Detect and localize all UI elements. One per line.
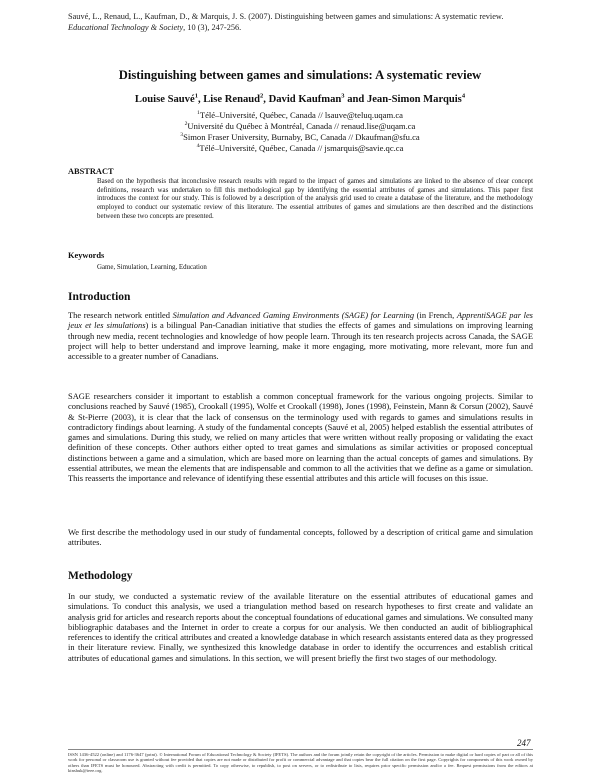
affiliation-sup: 1 xyxy=(197,110,200,117)
affiliation-text: Télé–Université, Québec, Canada // jsmarquis@savie.qc.ca xyxy=(199,143,404,153)
citation-authors: Sauvé, L., Renaud, L., Kaufman, D., & Marquis, J. S. (2007). Distinguishing between games and simulations: A systematic review. xyxy=(68,12,504,21)
intro-p1-text-a: The research network entitled xyxy=(68,310,173,320)
intro-p1-text-c: ) is a bilingual Pan-Canadian initiative that studies the effects of games and simulations on improving learning through new media, recent technologies and knowledge of how people learn. Through its ten research projects across Canada, the SAGE project will help to better understand and improve learning, make it more engaging, more motivating, more relevant, more fun and accessible to a greater number of Canadians. xyxy=(68,320,533,361)
intro-p1-text-b: (in French, xyxy=(414,310,457,320)
affiliation-text: Télé–Université, Québec, Canada // lsauve@teluq.uqam.ca xyxy=(199,110,403,120)
methodology-heading: Methodology xyxy=(68,570,133,582)
citation-journal: Educational Technology & Society xyxy=(68,23,184,32)
keywords-text: Game, Simulation, Learning, Education xyxy=(97,264,207,271)
copyright-footer: ISSN 1436-4522 (online) and 1176-3647 (print). © International Forum of Educational Technology & Society (IFETS). The authors and the forum jointly retain the copyright of the articles. Permission to make digital or hard copies of part or all of this work for personal or classroom use is granted without fee provided that copies are not made or distributed for profit or commercial advantage and that copies bear the full citation on the first page. Copyrights for components of this work owned by others than IFETS must be honoured. Abstracting with credit is permitted. To copy otherwise, to republish, to post on servers, or to redistribute to lists, requires prior specific permission and/or a fee. Request permissions from the editors at kinshuk@ieee.org. xyxy=(68,752,533,774)
citation-header xyxy=(68,11,538,33)
affiliation-text: Université du Québec à Montréal, Canada // renaud.lise@uqam.ca xyxy=(187,121,416,131)
affiliation-sup: 3 xyxy=(180,132,184,139)
author-sup: 1 xyxy=(194,92,198,100)
author-sup: 2 xyxy=(260,92,264,100)
introduction-paragraph-3: We first describe the methodology used in our study of fundamental concepts, followed by a description of critical game and simulation attributes. xyxy=(68,527,533,548)
author-name: David Kaufman xyxy=(268,94,342,105)
abstract-heading: ABSTRACT xyxy=(68,167,114,176)
abstract-text: Based on the hypothesis that inconclusive research results with regard to the impact of games and simulations are linked to the absence of clear concept definitions, research was undertaken to fill this methodological gap by identifying the essential attributes of games and simulations. This paper first introduces the context for our study. This is followed by a description of the analysis grid used to create a database of the literature, and the methodology employed to conduct our systematic review of this literature. The essential attributes of games and simulations are then described and the distinctions between these two concepts are presented. xyxy=(97,178,533,220)
author-name: Lise Renaud xyxy=(203,94,261,105)
author-separator: and xyxy=(344,94,367,105)
author-name: Jean-Simon Marquis xyxy=(366,94,462,105)
introduction-heading: Introduction xyxy=(68,291,131,303)
intro-p1-italic-2: ApprentiSAGE par les jeux et les simulations xyxy=(68,310,533,331)
keywords-heading: Keywords xyxy=(68,251,105,260)
paper-title: Distinguishing between games and simulations: A systematic review xyxy=(118,68,482,82)
methodology-paragraph-1: In our study, we conducted a systematic review of the available literature on the essential attributes of educational games and simulations. To conduct this analysis, we used a triangulation method based on research hypotheses to first create and validate an analysis grid for articles and research reports about the conceptual foundations of educational games and simulations. We consulted many bibliographic databases and the Internet in order to create a corpus for our analysis. We then conducted an audit of bibliographical references to identify the critical attributes and created a knowledge database in which research assistants entered data as they progressed in their literature review. Finally, we synthesized this knowledge database in order to identify the occurrences and establish critical attributes of educational games and simulations. In this section, we will present briefly the first two stages of our methodology. xyxy=(68,591,533,663)
author-separator: , xyxy=(197,94,204,105)
citation-issue: , 10 (3), 247-256. xyxy=(183,23,242,32)
affiliation-sup: 4 xyxy=(196,143,200,150)
affiliation xyxy=(0,110,600,121)
affiliation xyxy=(0,121,600,132)
affiliation-text: Simon Fraser University, Burnaby, BC, Canada // Dkaufman@sfu.ca xyxy=(183,132,420,142)
author-name: Louise Sauvé xyxy=(134,94,195,105)
introduction-paragraph-2: SAGE researchers consider it important to establish a common conceptual framework for the various ongoing projects. Similar to conclusions reached by Sauvé (1985), Crookall (1995), Wolfe et Crookall (1998), Jones (1998), Feinstein, Mann & Corsun (2002), Sauvé & St-Pierre (2003), it is clear that the lack of consensus on the terminology used with regards to games and simulations results in contradictory findings about learning. A study of the fundamental concepts (Sauvé et al, 2005) helped establish the essential attributes of games and simulations. During this study, we relied on many articles that were written without really proposing or validating the exact definition of these concepts. Other authors either opted to treat games and simulations as similar activities or proposed conceptual distinctions between a game and a simulation, which are based more on learning than the actual concepts of games and simulations. By essential attributes, we mean the elements that are indispensable and common to all the activities that we define as a game or simulation. This reasserts the importance and relevance of identifying these essential attributes and this article will focuses on this issue. xyxy=(68,391,533,483)
page-number: 247 xyxy=(517,738,531,748)
author-sup: 3 xyxy=(341,92,345,100)
introduction-paragraph-1 xyxy=(68,310,533,361)
author-separator: , xyxy=(263,94,269,105)
intro-p1-italic-1: Simulation and Advanced Gaming Environments (SAGE) for Learning xyxy=(172,310,415,320)
affiliation xyxy=(0,132,600,143)
affiliation-sup: 2 xyxy=(184,121,188,128)
footer-divider xyxy=(68,749,533,750)
affiliation xyxy=(0,143,600,154)
author-sup: 4 xyxy=(461,92,466,100)
author-list xyxy=(0,94,600,105)
